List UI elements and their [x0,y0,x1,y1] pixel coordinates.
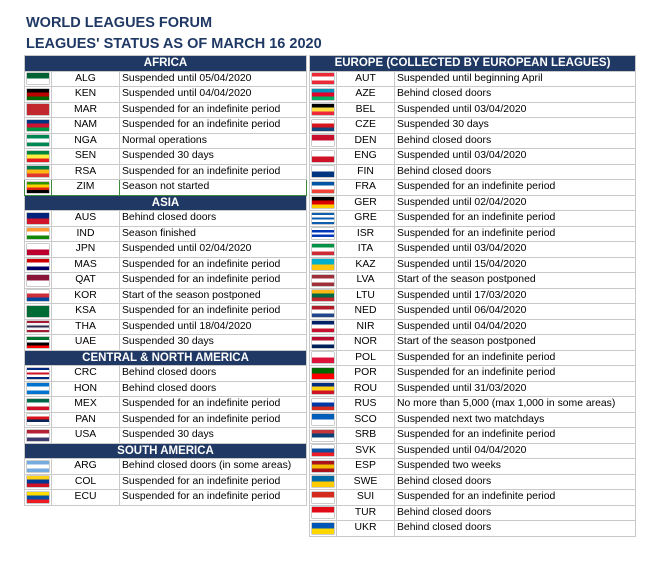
flag-icon [312,73,334,84]
country-code: SVK [337,443,395,459]
country-code: USA [52,428,120,444]
section-title: CENTRAL & NORTH AMERICA [25,350,307,366]
table-row [25,304,307,320]
table-row [25,288,307,304]
table-row [25,164,307,180]
table-row [25,180,307,196]
country-code: CZE [337,118,395,134]
league-status: Suspended for an indefinite period [120,118,307,134]
table-row [25,211,307,227]
table-row [310,397,636,413]
section-title: SOUTH AMERICA [25,443,307,459]
flag-cell [310,350,337,366]
league-status: Behind closed doors [395,521,636,537]
country-code: DEN [337,133,395,149]
table-row [310,273,636,289]
league-status: Behind closed doors [395,505,636,521]
flag-icon [312,352,334,363]
flag-cell [25,273,52,289]
league-status: Suspended until 18/04/2020 [120,319,307,335]
flag-icon [312,492,334,503]
league-status: Suspended 30 days [120,335,307,351]
flag-icon [27,461,49,472]
flag-cell [25,412,52,428]
flag-cell [310,226,337,242]
league-status: Start of the season postponed [395,273,636,289]
flag-icon [27,275,49,286]
flag-icon [312,321,334,332]
league-status: Behind closed doors [395,133,636,149]
flag-cell [310,102,337,118]
league-status: Suspended for an indefinite period [120,412,307,428]
flag-icon [27,492,49,503]
table-row [310,149,636,165]
table-row [310,505,636,521]
league-status: Behind closed doors [395,474,636,490]
country-code: PAN [52,412,120,428]
section-header [25,56,307,72]
league-status: Suspended for an indefinite period [120,257,307,273]
country-code: POL [337,350,395,366]
table-row [310,366,636,382]
league-status: Behind closed doors [120,381,307,397]
flag-icon [27,259,49,270]
country-code: CRC [52,366,120,382]
flag-cell [310,505,337,521]
country-code: TUR [337,505,395,521]
section-header [25,443,307,459]
flag-cell [310,381,337,397]
flag-cell [310,459,337,475]
flag-cell [310,490,337,506]
flag-icon [27,290,49,301]
league-status: Suspended until 03/04/2020 [395,242,636,258]
country-code: KEN [52,87,120,103]
section-header [25,195,307,211]
europe-table [309,55,636,537]
country-code: GRE [337,211,395,227]
flag-cell [310,195,337,211]
flag-icon [27,414,49,425]
flag-icon [27,104,49,115]
flag-cell [310,366,337,382]
table-row [25,428,307,444]
flag-cell [310,304,337,320]
flag-cell [310,133,337,149]
league-status: Suspended for an indefinite period [395,366,636,382]
league-status: Suspended until 05/04/2020 [120,71,307,87]
flag-icon [312,430,334,441]
table-row [310,381,636,397]
table-row [25,133,307,149]
country-code: NED [337,304,395,320]
flag-cell [310,335,337,351]
flag-icon [312,306,334,317]
table-row [310,521,636,537]
league-status: Behind closed doors [395,164,636,180]
country-code: JPN [52,242,120,258]
country-code: SEN [52,149,120,165]
country-code: MEX [52,397,120,413]
flag-icon [312,104,334,115]
flag-cell [25,428,52,444]
flag-cell [310,397,337,413]
country-code: ARG [52,459,120,475]
table-row [310,211,636,227]
league-status: Suspended until 04/04/2020 [395,443,636,459]
flag-cell [310,87,337,103]
table-row [310,443,636,459]
league-status: Season finished [120,226,307,242]
flag-cell [25,366,52,382]
country-code: NIR [337,319,395,335]
table-row [310,490,636,506]
flag-cell [25,133,52,149]
league-status: Suspended for an indefinite period [120,397,307,413]
flag-cell [310,443,337,459]
flag-icon [27,399,49,410]
flag-cell [25,490,52,506]
league-status: Suspended 30 days [120,149,307,165]
flag-cell [310,71,337,87]
flag-cell [25,149,52,165]
table-row [25,319,307,335]
flag-icon [312,399,334,410]
league-status: Suspended for an indefinite period [395,226,636,242]
table-row [310,71,636,87]
league-status: Start of the season postponed [395,335,636,351]
flag-cell [310,149,337,165]
section-title: ASIA [25,195,307,211]
country-code: COL [52,474,120,490]
country-code: NGA [52,133,120,149]
league-status: Suspended until beginning April [395,71,636,87]
league-status: Suspended for an indefinite period [395,350,636,366]
country-code: GER [337,195,395,211]
flag-cell [25,118,52,134]
flag-icon [27,306,49,317]
table-row [25,459,307,475]
flag-cell [310,474,337,490]
table-row [25,397,307,413]
flag-icon [312,414,334,425]
table-row [310,412,636,428]
country-code: SRB [337,428,395,444]
flag-cell [310,211,337,227]
page-title: WORLD LEAGUES FORUM [26,15,213,31]
flag-cell [310,180,337,196]
flag-cell [310,288,337,304]
league-status: Suspended for an indefinite period [120,490,307,506]
country-code: AUT [337,71,395,87]
league-status: No more than 5,000 (max 1,000 in some areas) [395,397,636,413]
flag-icon [312,368,334,379]
table-row [310,195,636,211]
section-header [310,56,636,72]
flag-icon [27,151,49,162]
table-row [25,257,307,273]
flag-icon [312,151,334,162]
country-code: MAR [52,102,120,118]
league-status: Normal operations [120,133,307,149]
league-status: Suspended for an indefinite period [395,490,636,506]
league-status: Behind closed doors (in some areas) [120,459,307,475]
flag-icon [312,461,334,472]
country-code: ZIM [52,180,120,196]
league-status: Season not started [120,180,307,196]
country-code: AUS [52,211,120,227]
country-code: NAM [52,118,120,134]
flag-cell [25,304,52,320]
flag-cell [25,397,52,413]
table-row [25,273,307,289]
league-status: Suspended for an indefinite period [120,102,307,118]
table-row [310,133,636,149]
country-code: LVA [337,273,395,289]
flag-icon [27,73,49,84]
league-status: Suspended until 31/03/2020 [395,381,636,397]
flag-icon [312,337,334,348]
country-code: QAT [52,273,120,289]
country-code: KAZ [337,257,395,273]
country-code: RSA [52,164,120,180]
league-status: Suspended until 04/04/2020 [395,319,636,335]
country-code: HON [52,381,120,397]
league-status: Suspended until 03/04/2020 [395,149,636,165]
table-row [25,335,307,351]
table-row [310,335,636,351]
league-status: Suspended until 06/04/2020 [395,304,636,320]
flag-icon [312,445,334,456]
league-status: Suspended for an indefinite period [120,273,307,289]
table-row [25,242,307,258]
flag-cell [25,164,52,180]
table-row [25,490,307,506]
league-status: Behind closed doors [120,366,307,382]
country-code: SWE [337,474,395,490]
country-code: NOR [337,335,395,351]
flag-cell [25,180,52,196]
flag-icon [27,337,49,348]
flag-icon [312,228,334,239]
flag-icon [312,135,334,146]
league-status: Suspended for an indefinite period [120,304,307,320]
section-title: AFRICA [25,56,307,72]
country-code: FRA [337,180,395,196]
country-code: KOR [52,288,120,304]
table-row [310,459,636,475]
league-status: Suspended until 02/04/2020 [120,242,307,258]
league-status: Suspended for an indefinite period [395,211,636,227]
league-status: Behind closed doors [395,87,636,103]
flag-icon [312,213,334,224]
flag-cell [310,428,337,444]
flag-cell [310,273,337,289]
table-row [310,87,636,103]
flag-icon [312,166,334,177]
flag-cell [25,211,52,227]
flag-icon [312,197,334,208]
table-row [310,242,636,258]
table-row [25,71,307,87]
flag-icon [27,182,49,193]
table-row [310,288,636,304]
country-code: KSA [52,304,120,320]
flag-icon [312,120,334,131]
table-row [310,180,636,196]
league-status: Suspended for an indefinite period [395,428,636,444]
league-status: Behind closed doors [120,211,307,227]
left-table [24,55,307,506]
flag-cell [25,319,52,335]
table-row [25,87,307,103]
league-status: Suspended 30 days [120,428,307,444]
country-code: IND [52,226,120,242]
table-row [25,118,307,134]
country-code: SCO [337,412,395,428]
flag-icon [27,89,49,100]
flag-cell [310,319,337,335]
country-code: ESP [337,459,395,475]
flag-icon [312,182,334,193]
page-subtitle: LEAGUES' STATUS AS OF MARCH 16 2020 [26,36,322,52]
flag-cell [25,102,52,118]
flag-cell [310,118,337,134]
country-code: UAE [52,335,120,351]
country-code: ROU [337,381,395,397]
flag-icon [27,430,49,441]
flag-cell [25,71,52,87]
league-status: Suspended until 17/03/2020 [395,288,636,304]
league-status: Suspended for an indefinite period [120,474,307,490]
country-code: BEL [337,102,395,118]
table-row [25,474,307,490]
flag-cell [310,242,337,258]
section-title: EUROPE (COLLECTED BY EUROPEAN LEAGUES) [310,56,636,72]
table-row [310,428,636,444]
flag-cell [25,87,52,103]
flag-cell [25,474,52,490]
country-code: THA [52,319,120,335]
flag-icon [312,89,334,100]
country-code: POR [337,366,395,382]
flag-cell [310,521,337,537]
flag-icon [312,290,334,301]
country-code: AZE [337,87,395,103]
table-row [310,319,636,335]
table-row [310,350,636,366]
flag-icon [27,244,49,255]
flag-cell [25,257,52,273]
flag-cell [25,242,52,258]
league-status: Suspended 30 days [395,118,636,134]
flag-cell [310,412,337,428]
flag-cell [25,335,52,351]
league-status: Suspended until 15/04/2020 [395,257,636,273]
table-row [310,118,636,134]
country-code: RUS [337,397,395,413]
table-row [25,149,307,165]
flag-icon [312,523,334,534]
table-row [310,164,636,180]
flag-icon [27,213,49,224]
table-row [25,381,307,397]
country-code: ISR [337,226,395,242]
country-code: FIN [337,164,395,180]
league-status: Suspended until 02/04/2020 [395,195,636,211]
flag-icon [27,135,49,146]
table-row [310,304,636,320]
table-row [25,226,307,242]
league-status: Suspended until 04/04/2020 [120,87,307,103]
league-status: Suspended until 03/04/2020 [395,102,636,118]
table-row [25,412,307,428]
flag-cell [310,257,337,273]
flag-icon [27,228,49,239]
flag-icon [312,476,334,487]
table-row [25,102,307,118]
flag-icon [312,259,334,270]
flag-cell [25,226,52,242]
flag-icon [27,120,49,131]
table-row [310,257,636,273]
table-row [310,226,636,242]
flag-cell [310,164,337,180]
country-code: ENG [337,149,395,165]
table-row [310,102,636,118]
country-code: MAS [52,257,120,273]
table-row [310,474,636,490]
league-status: Suspended for an indefinite period [395,180,636,196]
flag-icon [312,507,334,518]
flag-icon [27,166,49,177]
league-status: Suspended two weeks [395,459,636,475]
country-code: ITA [337,242,395,258]
flag-icon [27,383,49,394]
flag-icon [27,476,49,487]
country-code: ALG [52,71,120,87]
flag-icon [27,321,49,332]
league-status: Start of the season postponed [120,288,307,304]
league-status: Suspended next two matchdays [395,412,636,428]
flag-icon [312,383,334,394]
section-header [25,350,307,366]
country-code: UKR [337,521,395,537]
country-code: ECU [52,490,120,506]
flag-cell [25,381,52,397]
country-code: SUI [337,490,395,506]
table-row [25,366,307,382]
league-status: Suspended for an indefinite period [120,164,307,180]
flag-icon [27,368,49,379]
flag-icon [312,275,334,286]
flag-cell [25,459,52,475]
country-code: LTU [337,288,395,304]
flag-cell [25,288,52,304]
flag-icon [312,244,334,255]
